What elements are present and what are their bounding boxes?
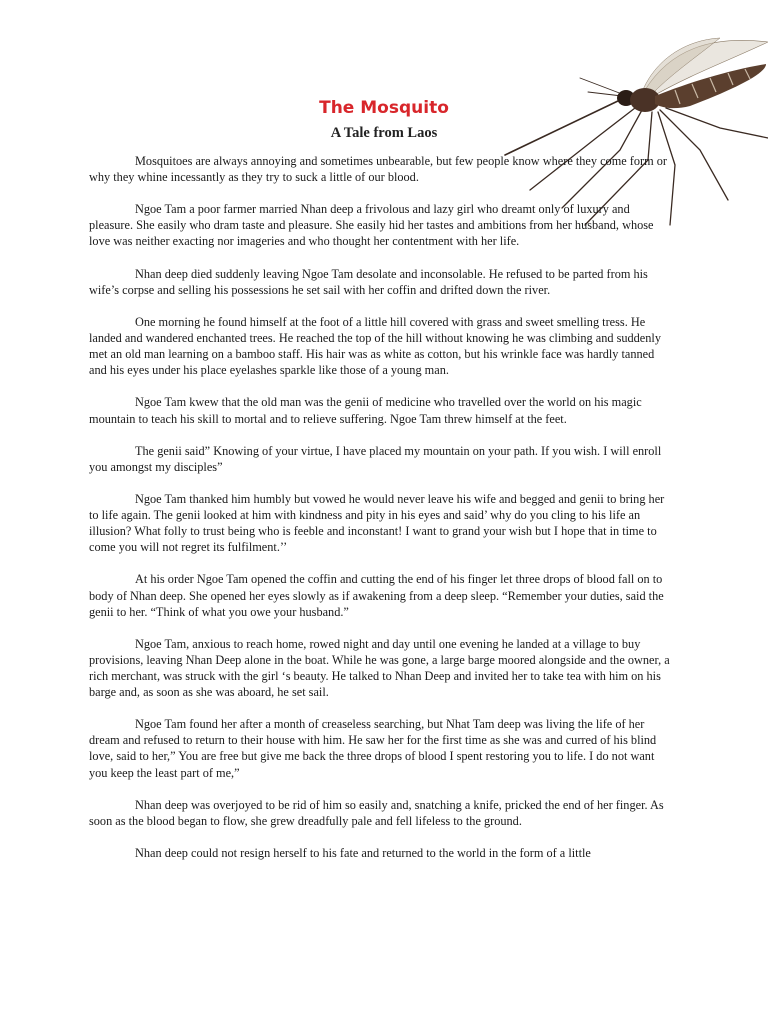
paragraph: The genii said” Knowing of your virtue, I have placed my mountain on your path. If you wish. I will enroll you amongst my disciples” [89, 443, 662, 474]
paragraph: Ngoe Tam, anxious to reach home, rowed night and day until one evening he landed at a village to buy provisions, leaving Nhan Deep alone in the boat. While he was gone, a large barge moored alongside and the owner, a rich merchant, was struck with the girl ‘s beauty. He talked to Nhan Deep and invited her to take tea with him on his barge and, as soon as she was aboard, he set sail. [89, 636, 670, 700]
paragraph: One morning he found himself at the foot of a little hill covered with grass and sweet smelling tress. He landed and wandered enchanted trees. He reached the top of the hill without knowing he was climbing and suddenly met an old man learning on a bamboo staff. His hair was as white as cotton, but his wrinkle face was hardly tanned and his eyes under his place eyelashes sparkle like those of a young man. [89, 314, 661, 378]
story-body [89, 153, 671, 877]
paragraph: Ngoe Tam kwew that the old man was the genii of medicine who travelled over the world on his magic mountain to teach his skill to mortal and to relieve suffering. Ngoe Tam threw himself at the feet. [89, 395, 642, 426]
paragraph: Mosquitoes are always annoying and sometimes unbearable, but few people know where they come form or why they whine incessantly as they try to suck a little of our blood. [89, 154, 668, 185]
paragraph: Ngoe Tam found her after a month of creaseless searching, but Nhat Tam deep was living the life of her dream and refused to return to their house with him. He saw her for the first time as she was and curred of his blind love, said to her,” You are free but give me back the three drops of blood I spent restoring you to life. I do not want you keep the least part of me,” [89, 717, 657, 780]
page-subtitle: A Tale from Laos [330, 125, 438, 141]
paragraph: Nhan deep died suddenly leaving Ngoe Tam desolate and inconsolable. He refused to be parted from his wife’s corpse and selling his possessions he set sail with her coffin and drifted down the river. [89, 266, 648, 297]
paragraph: At his order Ngoe Tam opened the coffin and cutting the end of his finger let three drops of blood fall on to body of Nhan deep. She opened her eyes slowly as if awakening from a deep sleep. “Remember your duties, said the genii to her. “Think of what you owe your husband.” [89, 572, 664, 619]
paragraph: Nhan deep could not resign herself to his fate and returned to the world in the form of a little [135, 846, 591, 861]
page-title: The Mosquito [319, 98, 449, 118]
paragraph: Ngoe Tam a poor farmer married Nhan deep a frivolous and lazy girl who dreamt only of luxury and pleasure. She easily who dram taste and pleasure. She easily hid her tastes and ambitions from her husband, whose love was neither exacting nor imageries and who thought her contentment with her life. [89, 202, 654, 249]
paragraph: Nhan deep was overjoyed to be rid of him so easily and, snatching a knife, pricked the end of her finger. As soon as the blood began to flow, she grew dreadfully pale and fell lifeless to the ground. [89, 797, 664, 828]
paragraph: Ngoe Tam thanked him humbly but vowed he would never leave his wife and begged and genii to bring her to life again. The genii looked at him with kindness and pity in his eyes and said’ why do you cling to his life an illusion? What folly to trust being who is feeble and inconstant! I want to grand your wish but I hope that in time to come you will not regret its fulfilment.’’ [89, 491, 665, 555]
